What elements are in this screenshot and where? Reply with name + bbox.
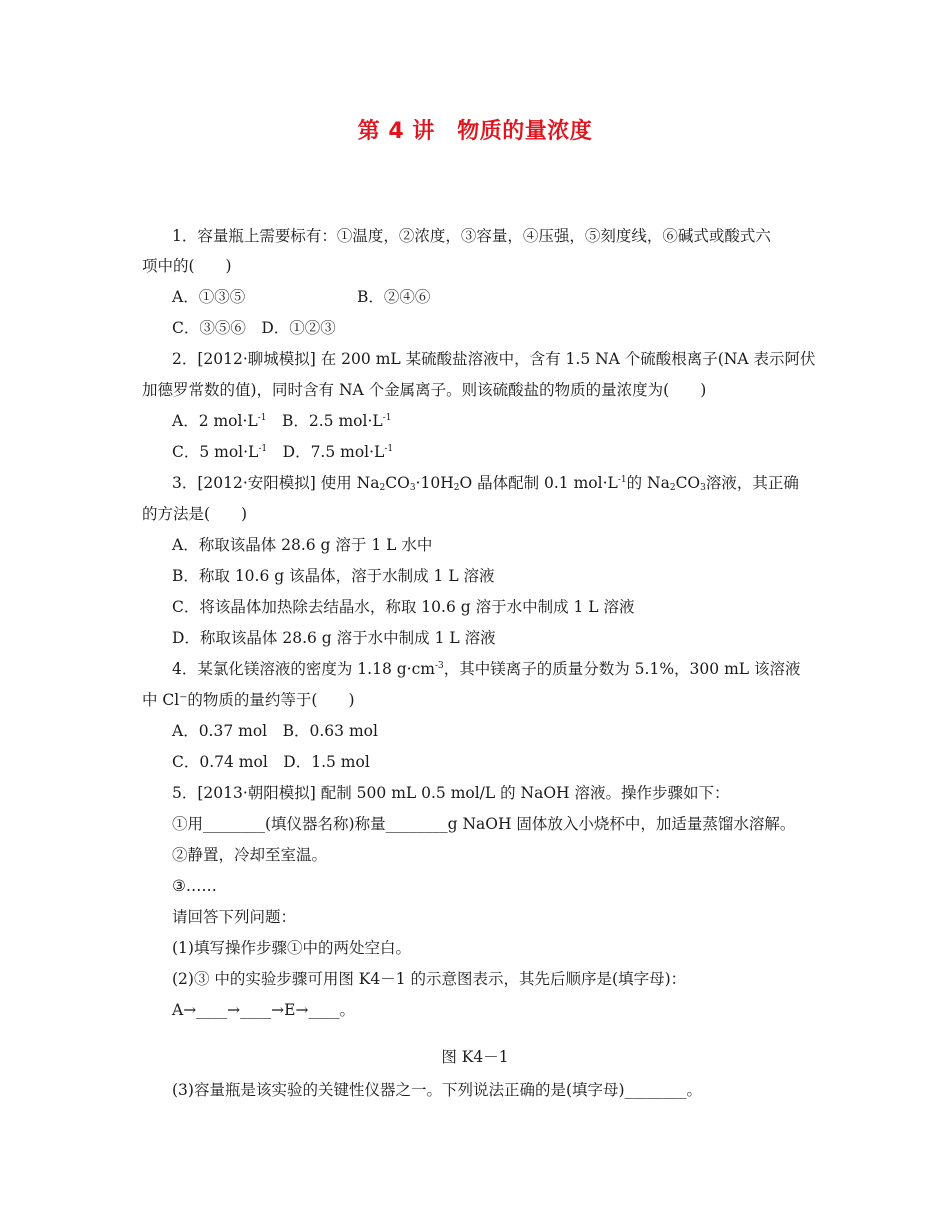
subscript: 3	[700, 483, 706, 493]
q5-sub2: (2)③ 中的实验步骤可用图 K4－1 的示意图表示，其先后顺序是(填字母)：	[172, 970, 687, 988]
q2-option-d: D．7.5 mol·L	[267, 443, 385, 461]
exponent: -1	[382, 413, 392, 423]
q3-option-a: A．称取该晶体 28.6 g 溶于 1 L 水中	[172, 536, 433, 554]
q3-option-d: D．称取该晶体 28.6 g 溶于水中制成 1 L 溶液	[172, 629, 496, 647]
q4-options-cd: C．0.74 mol D．1.5 mol	[172, 753, 370, 771]
q5-step3: ③……	[172, 877, 217, 895]
q1-option-b: B．②④⑥	[357, 288, 431, 306]
q1-option-cd: C．③⑤⑥ D．①②③	[172, 319, 336, 337]
q3-option-c: C．将该晶体加热除去结晶水，称取 10.6 g 溶于水中制成 1 L 溶液	[172, 598, 635, 616]
q4-options-ab: A．0.37 mol B．0.63 mol	[172, 722, 378, 740]
q2-option-b: B．2.5 mol·L	[266, 412, 383, 430]
q2-stem-line1: 2．[2012·聊城模拟] 在 200 mL 某硫酸盐溶液中，含有 1.5 NA 个硫酸根离子(NA 表示阿伏	[172, 350, 816, 368]
exponent: -1	[257, 413, 267, 423]
q5-step1: ①用________(填仪器名称)称量________g NaOH 固体放入小烧杯中，加适量蒸馏水溶解。	[172, 815, 796, 833]
exponent: -1	[384, 444, 394, 454]
q3-text: 的 Na	[626, 474, 670, 492]
subscript: 2	[669, 483, 676, 493]
q5-stem: 5．[2013·朝阳模拟] 配制 500 mL 0.5 mol/L 的 NaOH 溶液。操作步骤如下：	[172, 784, 730, 802]
figure-caption: 图 K4－1	[441, 1048, 509, 1066]
q1-stem-line1: 1．容量瓶上需要标有：①温度，②浓度，③容量，④压强，⑤刻度线，⑥碱式或酸式六	[172, 227, 771, 245]
q2-options-cd	[172, 442, 393, 462]
q4-text: ，其中镁离子的质量分数为 5.1%，300 mL 该溶液	[443, 660, 801, 678]
q2-option-a: A．2 mol·L	[172, 412, 258, 430]
subscript: 3	[409, 483, 416, 493]
q5-sub1: (1)填写操作步骤①中的两处空白。	[172, 939, 411, 957]
q5-sequence: A→____→____→E→____。	[172, 1001, 355, 1019]
q3-text: CO	[675, 474, 701, 492]
q3-text: CO	[385, 474, 410, 492]
subscript: 2	[453, 483, 460, 493]
q5-ask: 请回答下列问题：	[172, 908, 297, 926]
exponent: -1	[617, 475, 627, 485]
q3-text: ·10H	[415, 474, 454, 492]
exponent: -3	[434, 661, 444, 671]
q3-text: 3．[2012·安阳模拟] 使用 Na	[172, 474, 380, 492]
q3-stem-line2: 的方法是( )	[142, 505, 248, 523]
q4-stem-line1	[172, 659, 801, 679]
q3-stem-line1	[172, 473, 799, 493]
q1-option-a: A．①③⑤	[172, 288, 246, 306]
q1-stem-line2: 项中的( )	[142, 257, 232, 275]
page-title: 第 4 讲 物质的量浓度	[357, 119, 593, 144]
q2-stem-line2: 加德罗常数的值)，同时含有 NA 个金属离子。则该硫酸盐的物质的量浓度为( )	[142, 381, 707, 399]
q5-step2: ②静置，冷却至室温。	[172, 846, 328, 864]
q3-option-b: B．称取 10.6 g 该晶体，溶于水制成 1 L 溶液	[172, 567, 495, 585]
q2-options-ab	[172, 411, 391, 431]
q4-stem-line2: 中 Cl⁻的物质的量约等于( )	[142, 691, 355, 709]
q5-sub3: (3)容量瓶是该实验的关键性仪器之一。下列说法正确的是(填字母)________。	[172, 1081, 703, 1099]
q3-text: O 晶体配制 0.1 mol·L	[459, 474, 618, 492]
q3-text: 溶液，其正确	[705, 474, 799, 492]
subscript: 2	[379, 483, 386, 493]
q2-option-c: C．5 mol·L	[172, 443, 259, 461]
exponent: -1	[258, 444, 268, 454]
q4-text: 4．某氯化镁溶液的密度为 1.18 g·cm	[172, 660, 435, 678]
